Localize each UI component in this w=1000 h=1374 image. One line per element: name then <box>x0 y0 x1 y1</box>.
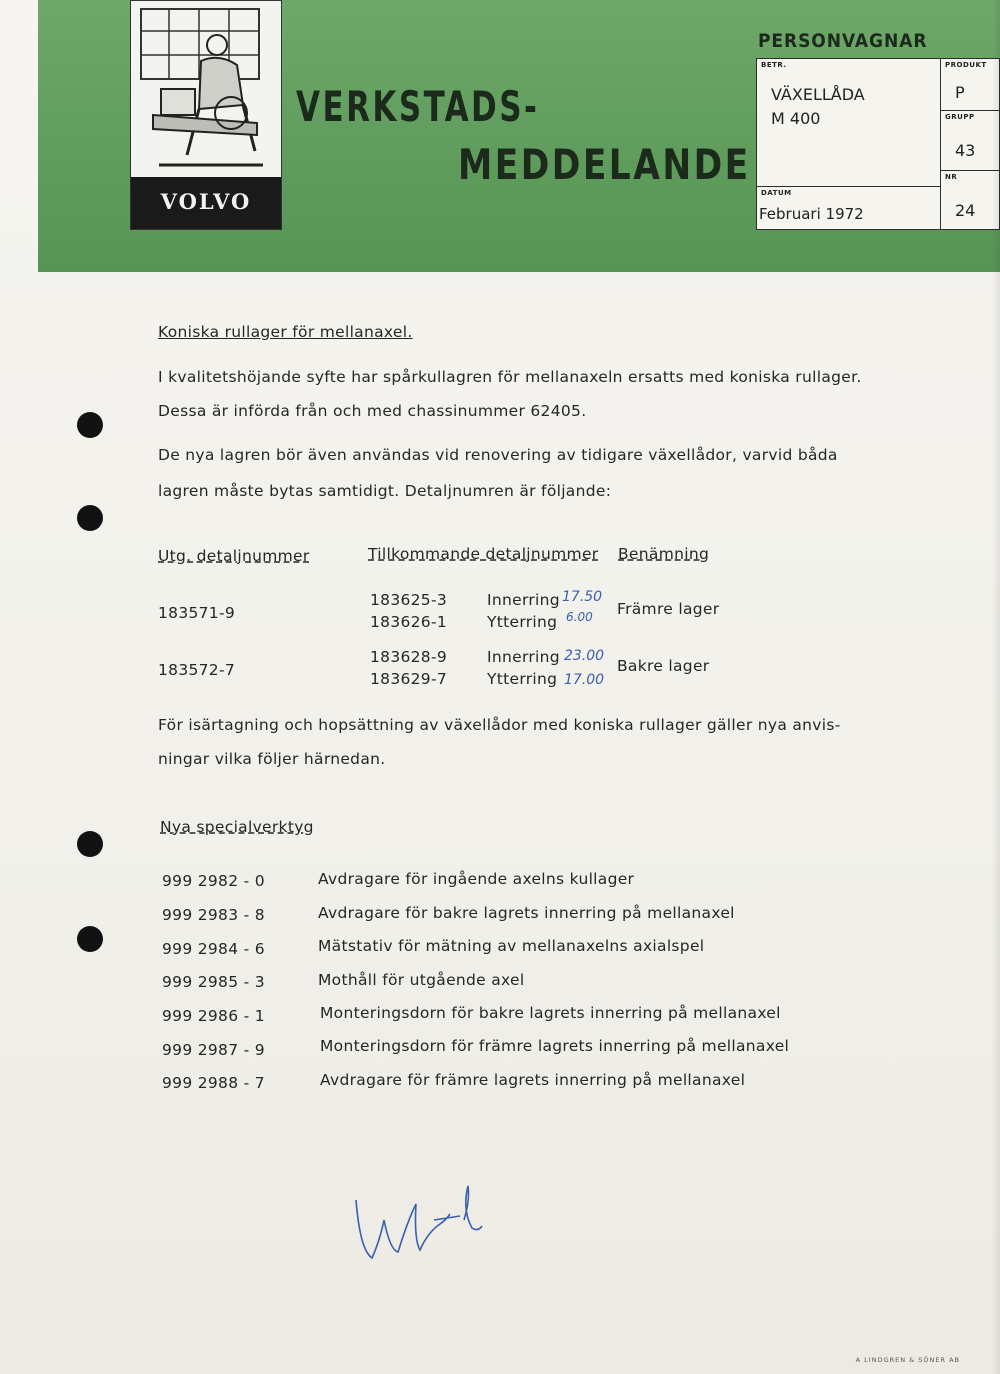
row1-new-number-2: 183626-1 <box>370 613 448 631</box>
tool-desc-6: Monteringsdorn för främre lagrets innerring på mellanaxel <box>320 1037 790 1055</box>
row1-part-2: Ytterring <box>487 613 558 631</box>
tool-desc-4: Mothåll för utgående axel <box>318 971 525 989</box>
row2-old-number: 183572-7 <box>158 661 236 679</box>
tool-desc-2: Avdragare för bakre lagrets innerring på mellanaxel <box>318 904 735 922</box>
paragraph-2-line-2: lagren måste bytas samtidigt. Detaljnumren är följande: <box>158 482 612 500</box>
row2-name: Bakre lager <box>617 657 710 675</box>
tool-desc-5: Monteringsdorn för bakre lagrets innerring på mellanaxel <box>320 1004 781 1022</box>
paragraph-1-line-1: I kvalitetshöjande syfte har spårkullagren för mellanaxeln ersatts med koniska rullager. <box>158 368 862 386</box>
produkt-value: P <box>955 83 965 102</box>
nr-label: NR <box>945 173 958 181</box>
table-header-new-number: Tillkommande detaljnummer <box>368 545 599 563</box>
betr-label: BETR. <box>761 61 787 69</box>
table-header-old-number: Utg. detaljnummer <box>158 547 310 565</box>
grupp-value: 43 <box>955 141 976 160</box>
produkt-label: PRODUKT <box>945 61 987 69</box>
tool-desc-1: Avdragare för ingående axelns kullager <box>318 870 635 888</box>
brand-name: VOLVO <box>160 189 252 214</box>
binder-hole-1 <box>77 412 103 438</box>
category-label: PERSONVAGNAR <box>758 30 928 52</box>
tool-number-2: 999 2983 - 8 <box>162 906 265 924</box>
row2-part-2: Ytterring <box>487 670 558 688</box>
paragraph-3-line-1: För isärtagning och hopsättning av växellådor med koniska rullager gäller nya anvis- <box>158 716 841 734</box>
row1-name: Främre lager <box>617 600 720 618</box>
row2-new-number-2: 183629-7 <box>370 670 448 688</box>
row1-new-number-1: 183625-3 <box>370 591 448 609</box>
subject-line-1: VÄXELLÅDA <box>771 85 865 104</box>
binder-hole-2 <box>77 505 103 531</box>
binder-hole-3 <box>77 831 103 857</box>
row1-handwritten-note-2: 6.00 <box>566 610 593 624</box>
datum-label: DATUM <box>761 189 792 197</box>
tool-number-6: 999 2987 - 9 <box>162 1041 265 1059</box>
row2-handwritten-note-2: 17.00 <box>564 672 605 688</box>
paragraph-1-line-2: Dessa är införda från och med chassinummer 62405. <box>158 402 587 420</box>
row1-part-1: Innerring <box>487 591 560 609</box>
tool-number-5: 999 2986 - 1 <box>162 1007 265 1025</box>
row2-new-number-1: 183628-9 <box>370 648 448 666</box>
printer-imprint: A LINDGREN & SÖNER AB <box>855 1356 960 1364</box>
date-value: Februari 1972 <box>759 205 864 223</box>
page-edge-shadow <box>992 0 1000 1374</box>
title-line-2: MEDDELANDE <box>458 140 751 189</box>
title-line-1: VERKSTADS- <box>296 82 540 131</box>
tool-desc-7: Avdragare för främre lagrets innerring på mellanaxel <box>320 1071 746 1089</box>
handwritten-signature <box>350 1180 490 1270</box>
subject-line-2: M 400 <box>771 109 821 128</box>
table-header-name: Benämning <box>618 545 710 563</box>
row1-handwritten-note-1: 17.50 <box>562 589 603 605</box>
paragraph-2-line-1: De nya lagren bör även användas vid renovering av tidigare växellådor, varvid båda <box>158 446 838 464</box>
nr-value: 24 <box>955 201 976 220</box>
tool-number-3: 999 2984 - 6 <box>162 940 265 958</box>
row2-handwritten-note-1: 23.00 <box>564 648 605 664</box>
tools-heading: Nya specialverktyg <box>160 818 314 836</box>
row2-part-1: Innerring <box>487 648 560 666</box>
section-heading: Koniska rullager för mellanaxel. <box>158 323 413 341</box>
tool-desc-3: Mätstativ för mätning av mellanaxelns axialspel <box>318 937 705 955</box>
binder-hole-4 <box>77 926 103 952</box>
paragraph-3-line-2: ningar vilka följer härnedan. <box>158 750 386 768</box>
tool-number-4: 999 2985 - 3 <box>162 973 265 991</box>
tool-number-1: 999 2982 - 0 <box>162 872 265 890</box>
row1-old-number: 183571-9 <box>158 604 236 622</box>
grupp-label: GRUPP <box>945 113 975 121</box>
tool-number-7: 999 2988 - 7 <box>162 1074 265 1092</box>
